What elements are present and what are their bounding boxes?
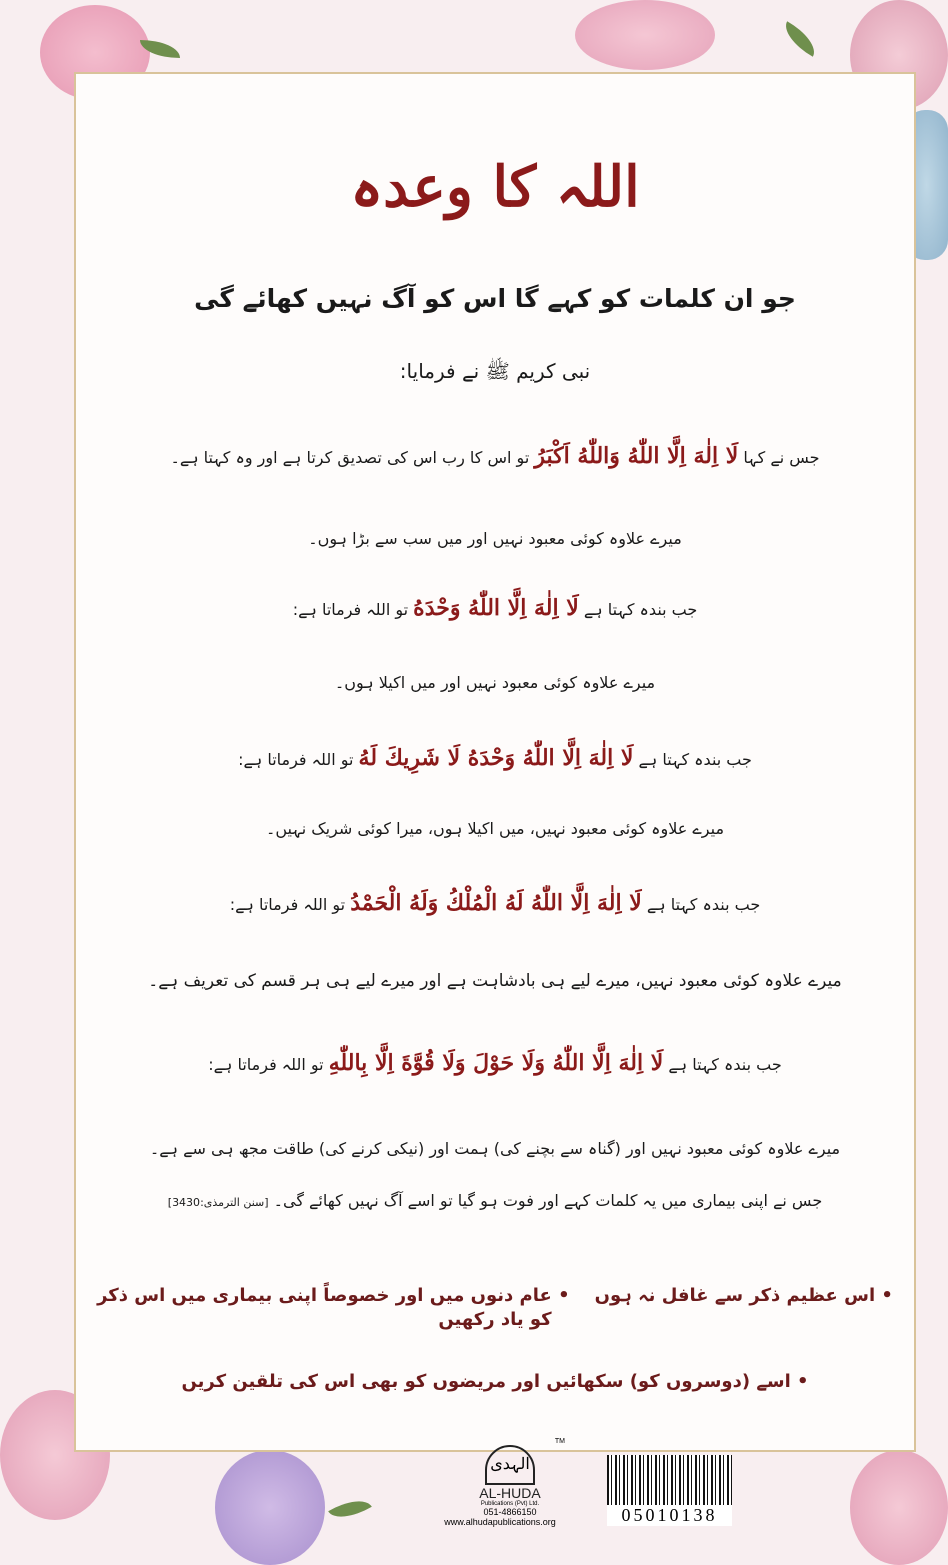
reply-line: میرے علاوہ کوئی معبود نہیں اور (گناہ سے بچنے کی) ہمت اور (نیکی کرنے کی) طاقت مجھ ہی سے ہے۔: [149, 1139, 841, 1158]
text: جب بندہ کہتا ہے: [583, 600, 698, 619]
bullet-row: • اس عظیم ذکر سے غافل نہ ہوں • عام دنوں میں اور خصوصاً اپنی بیماری میں اس ذکر کو یاد رکھیں: [97, 1285, 893, 1331]
hadith-line: [95, 594, 895, 624]
intro: نبی کریم ﷺ نے فرمایا:: [399, 359, 591, 383]
text: جس نے کہا: [743, 448, 820, 467]
leaf-decoration: [778, 21, 822, 57]
arabic-phrase: لَا اِلٰهَ اِلَّا اللّٰهُ لَهُ الْمُلْكُ وَلَهُ الْحَمْدُ: [350, 890, 642, 916]
flower-decoration: [575, 0, 715, 70]
barcode-number: 05010138: [607, 1505, 732, 1526]
hadith-line: [95, 442, 895, 472]
conclusion-text: جس نے اپنی بیماری میں یہ کلمات کہے اور فوت ہو گیا تو اسے آگ نہیں کھائے گی۔: [273, 1191, 823, 1210]
hadith-line: [95, 1049, 895, 1079]
hadith-line: [95, 889, 895, 919]
text: جب بندہ کہتا ہے: [638, 750, 752, 769]
subtitle: جو ان کلمات کو کہے گا اس کو آگ نہیں کھائے گی: [194, 284, 796, 313]
publisher-name: AL-HUDA: [479, 1485, 541, 1501]
publisher-phone: 051-4866150: [483, 1507, 537, 1517]
barcode: [607, 1455, 732, 1535]
page-title: اللہ کا وعدہ: [350, 154, 640, 220]
text: تو اس کا رب اس کی تصدیق کرتا ہے اور وہ کہتا ہے۔: [170, 448, 530, 467]
barcode-bars: [607, 1455, 732, 1505]
text: تو اللہ فرماتا ہے:: [229, 895, 346, 914]
text: تو اللہ فرماتا ہے:: [208, 1055, 324, 1074]
reply-line: میرے علاوہ کوئی معبود نہیں اور میں اکیلا ہوں۔: [334, 673, 656, 692]
arabic-phrase: لَا اِلٰهَ اِلَّا اللّٰهُ وَاللّٰهُ اَكْبَرُ: [534, 443, 739, 469]
reply-line: میرے علاوہ کوئی معبود نہیں اور میں سب سے بڑا ہوں۔: [308, 529, 682, 548]
text: تو اللہ فرماتا ہے:: [292, 600, 409, 619]
reference: [سنن الترمذی:3430]: [167, 1196, 269, 1209]
arabic-phrase: لَا اِلٰهَ اِلَّا اللّٰهُ وَلَا حَوْلَ وَلَا قُوَّةَ اِلَّا بِاللّٰهِ: [328, 1050, 664, 1076]
trademark: TM: [554, 1438, 565, 1445]
arabic-phrase: لَا اِلٰهَ اِلَّا اللّٰهُ وَحْدَهُ: [413, 595, 579, 621]
bullet-item: اس عظیم ذکر سے غافل نہ ہوں: [594, 1285, 876, 1306]
logo-emblem: الہدی: [485, 1445, 535, 1485]
bullet-item: عام دنوں میں اور خصوصاً اپنی بیماری میں اس ذکر کو یاد رکھیں: [97, 1285, 552, 1331]
publisher-sub: Publications (Pvt) Ltd.: [480, 1501, 540, 1507]
text: جب بندہ کہتا ہے: [646, 895, 761, 914]
text: تو اللہ فرماتا ہے:: [238, 750, 354, 769]
bullet-row: • اسے (دوسروں کو) سکھائیں اور مریضوں کو بھی اس کی تلقین کریں: [181, 1371, 809, 1392]
publisher-logo: [444, 1438, 565, 1527]
reply-line: میرے علاوہ کوئی معبود نہیں، میں اکیلا ہوں، میرا کوئی شریک نہیں۔: [265, 819, 725, 838]
text: جب بندہ کہتا ہے: [668, 1055, 782, 1074]
conclusion: [95, 1190, 895, 1212]
bullet-item: اسے (دوسروں کو) سکھائیں اور مریضوں کو بھی اس کی تلقین کریں: [181, 1371, 791, 1392]
leaf-decoration: [328, 1491, 372, 1527]
flower-decoration: [850, 1450, 948, 1565]
publisher-website: www.alhudapublications.org: [444, 1517, 556, 1527]
flower-decoration: [215, 1450, 325, 1565]
hadith-line: [95, 744, 895, 774]
reply-line: میرے علاوہ کوئی معبود نہیں، میرے لیے ہی بادشاہت ہے اور میرے لیے ہی ہر قسم کی تعریف ہے۔: [148, 971, 842, 991]
arabic-phrase: لَا اِلٰهَ اِلَّا اللّٰهُ وَحْدَهُ لَا شَرِيكَ لَهُ: [358, 745, 634, 771]
